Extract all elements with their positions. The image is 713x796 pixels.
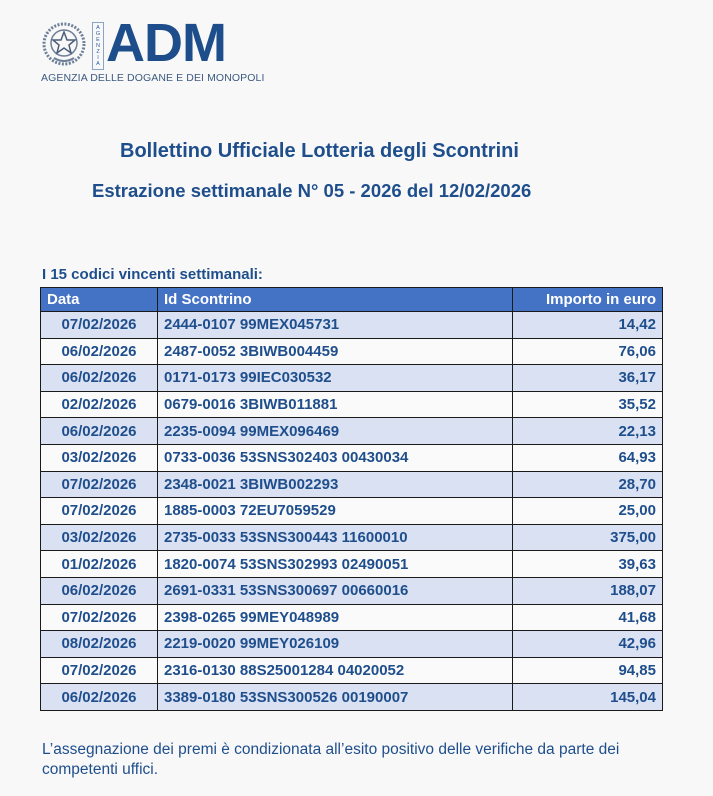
table-row xyxy=(41,684,663,711)
cell-date: 01/02/2026 xyxy=(41,551,158,578)
logo-vertical-text: AGENZIA xyxy=(92,22,104,70)
cell-date: 06/02/2026 xyxy=(41,577,158,604)
column-header-date: Data xyxy=(41,288,158,312)
table-row xyxy=(41,524,663,551)
cell-amount: 64,93 xyxy=(513,444,663,471)
cell-date: 07/02/2026 xyxy=(41,498,158,525)
table-row xyxy=(41,418,663,445)
cell-date: 03/02/2026 xyxy=(41,524,158,551)
italian-republic-emblem-icon xyxy=(42,22,86,66)
cell-amount: 25,00 xyxy=(513,498,663,525)
cell-date: 02/02/2026 xyxy=(41,391,158,418)
cell-receipt-id: 2444-0107 99MEX045731 xyxy=(158,312,513,339)
table-row xyxy=(41,312,663,339)
cell-amount: 39,63 xyxy=(513,551,663,578)
cell-receipt-id: 0679-0016 3BIWB011881 xyxy=(158,391,513,418)
table-row xyxy=(41,551,663,578)
cell-receipt-id: 2219-0020 99MEY026109 xyxy=(158,631,513,658)
cell-receipt-id: 2735-0033 53SNS300443 11600010 xyxy=(158,524,513,551)
cell-amount: 145,04 xyxy=(513,684,663,711)
table-row xyxy=(41,577,663,604)
table-row xyxy=(41,444,663,471)
cell-receipt-id: 1885-0003 72EU7059529 xyxy=(158,498,513,525)
cell-date: 06/02/2026 xyxy=(41,684,158,711)
cell-date: 07/02/2026 xyxy=(41,471,158,498)
table-row xyxy=(41,391,663,418)
cell-amount: 35,52 xyxy=(513,391,663,418)
cell-date: 06/02/2026 xyxy=(41,418,158,445)
cell-date: 03/02/2026 xyxy=(41,444,158,471)
cell-amount: 41,68 xyxy=(513,604,663,631)
table-row xyxy=(41,365,663,392)
cell-receipt-id: 1820-0074 53SNS302993 02490051 xyxy=(158,551,513,578)
cell-date: 07/02/2026 xyxy=(41,312,158,339)
cell-date: 07/02/2026 xyxy=(41,604,158,631)
cell-receipt-id: 2398-0265 99MEY048989 xyxy=(158,604,513,631)
cell-amount: 375,00 xyxy=(513,524,663,551)
cell-receipt-id: 2348-0021 3BIWB002293 xyxy=(158,471,513,498)
logo-subtitle: AGENZIA DELLE DOGANE E DEI MONOPOLI xyxy=(41,72,265,84)
table-row xyxy=(41,498,663,525)
cell-date: 06/02/2026 xyxy=(41,365,158,392)
document-subtitle: Estrazione settimanale N° 05 - 2026 del 12/02/2026 xyxy=(92,180,532,201)
cell-amount: 22,13 xyxy=(513,418,663,445)
adm-logo xyxy=(40,13,265,86)
cell-amount: 36,17 xyxy=(513,365,663,392)
cell-date: 07/02/2026 xyxy=(41,657,158,684)
table-caption: I 15 codici vincenti settimanali: xyxy=(42,266,263,283)
table-row xyxy=(41,471,663,498)
table-row xyxy=(41,657,663,684)
cell-amount: 76,06 xyxy=(513,338,663,365)
cell-amount: 42,96 xyxy=(513,631,663,658)
cell-receipt-id: 2691-0331 53SNS300697 00660016 xyxy=(158,577,513,604)
cell-date: 06/02/2026 xyxy=(41,338,158,365)
footer-note: L’assegnazione dei premi è condizionata all’esito positivo delle verifiche da parte dei competenti uffici. xyxy=(42,741,620,778)
cell-date: 08/02/2026 xyxy=(41,631,158,658)
cell-receipt-id: 0733-0036 53SNS302403 00430034 xyxy=(158,444,513,471)
column-header-id: Id Scontrino xyxy=(158,288,513,312)
cell-receipt-id: 2235-0094 99MEX096469 xyxy=(158,418,513,445)
table-row xyxy=(41,338,663,365)
cell-amount: 14,42 xyxy=(513,312,663,339)
cell-receipt-id: 0171-0173 99IEC030532 xyxy=(158,365,513,392)
table-row xyxy=(41,631,663,658)
cell-receipt-id: 2316-0130 88S25001284 04020052 xyxy=(158,657,513,684)
cell-amount: 94,85 xyxy=(513,657,663,684)
winning-codes-table xyxy=(40,287,663,711)
cell-receipt-id: 3389-0180 53SNS300526 00190007 xyxy=(158,684,513,711)
column-header-amount: Importo in euro xyxy=(513,288,663,312)
cell-amount: 188,07 xyxy=(513,577,663,604)
table-header-row xyxy=(41,288,663,312)
table-row xyxy=(41,604,663,631)
logo-wordmark: ADM xyxy=(106,13,226,73)
document-title: Bollettino Ufficiale Lotteria degli Scontrini xyxy=(120,140,519,162)
cell-amount: 28,70 xyxy=(513,471,663,498)
cell-receipt-id: 2487-0052 3BIWB004459 xyxy=(158,338,513,365)
